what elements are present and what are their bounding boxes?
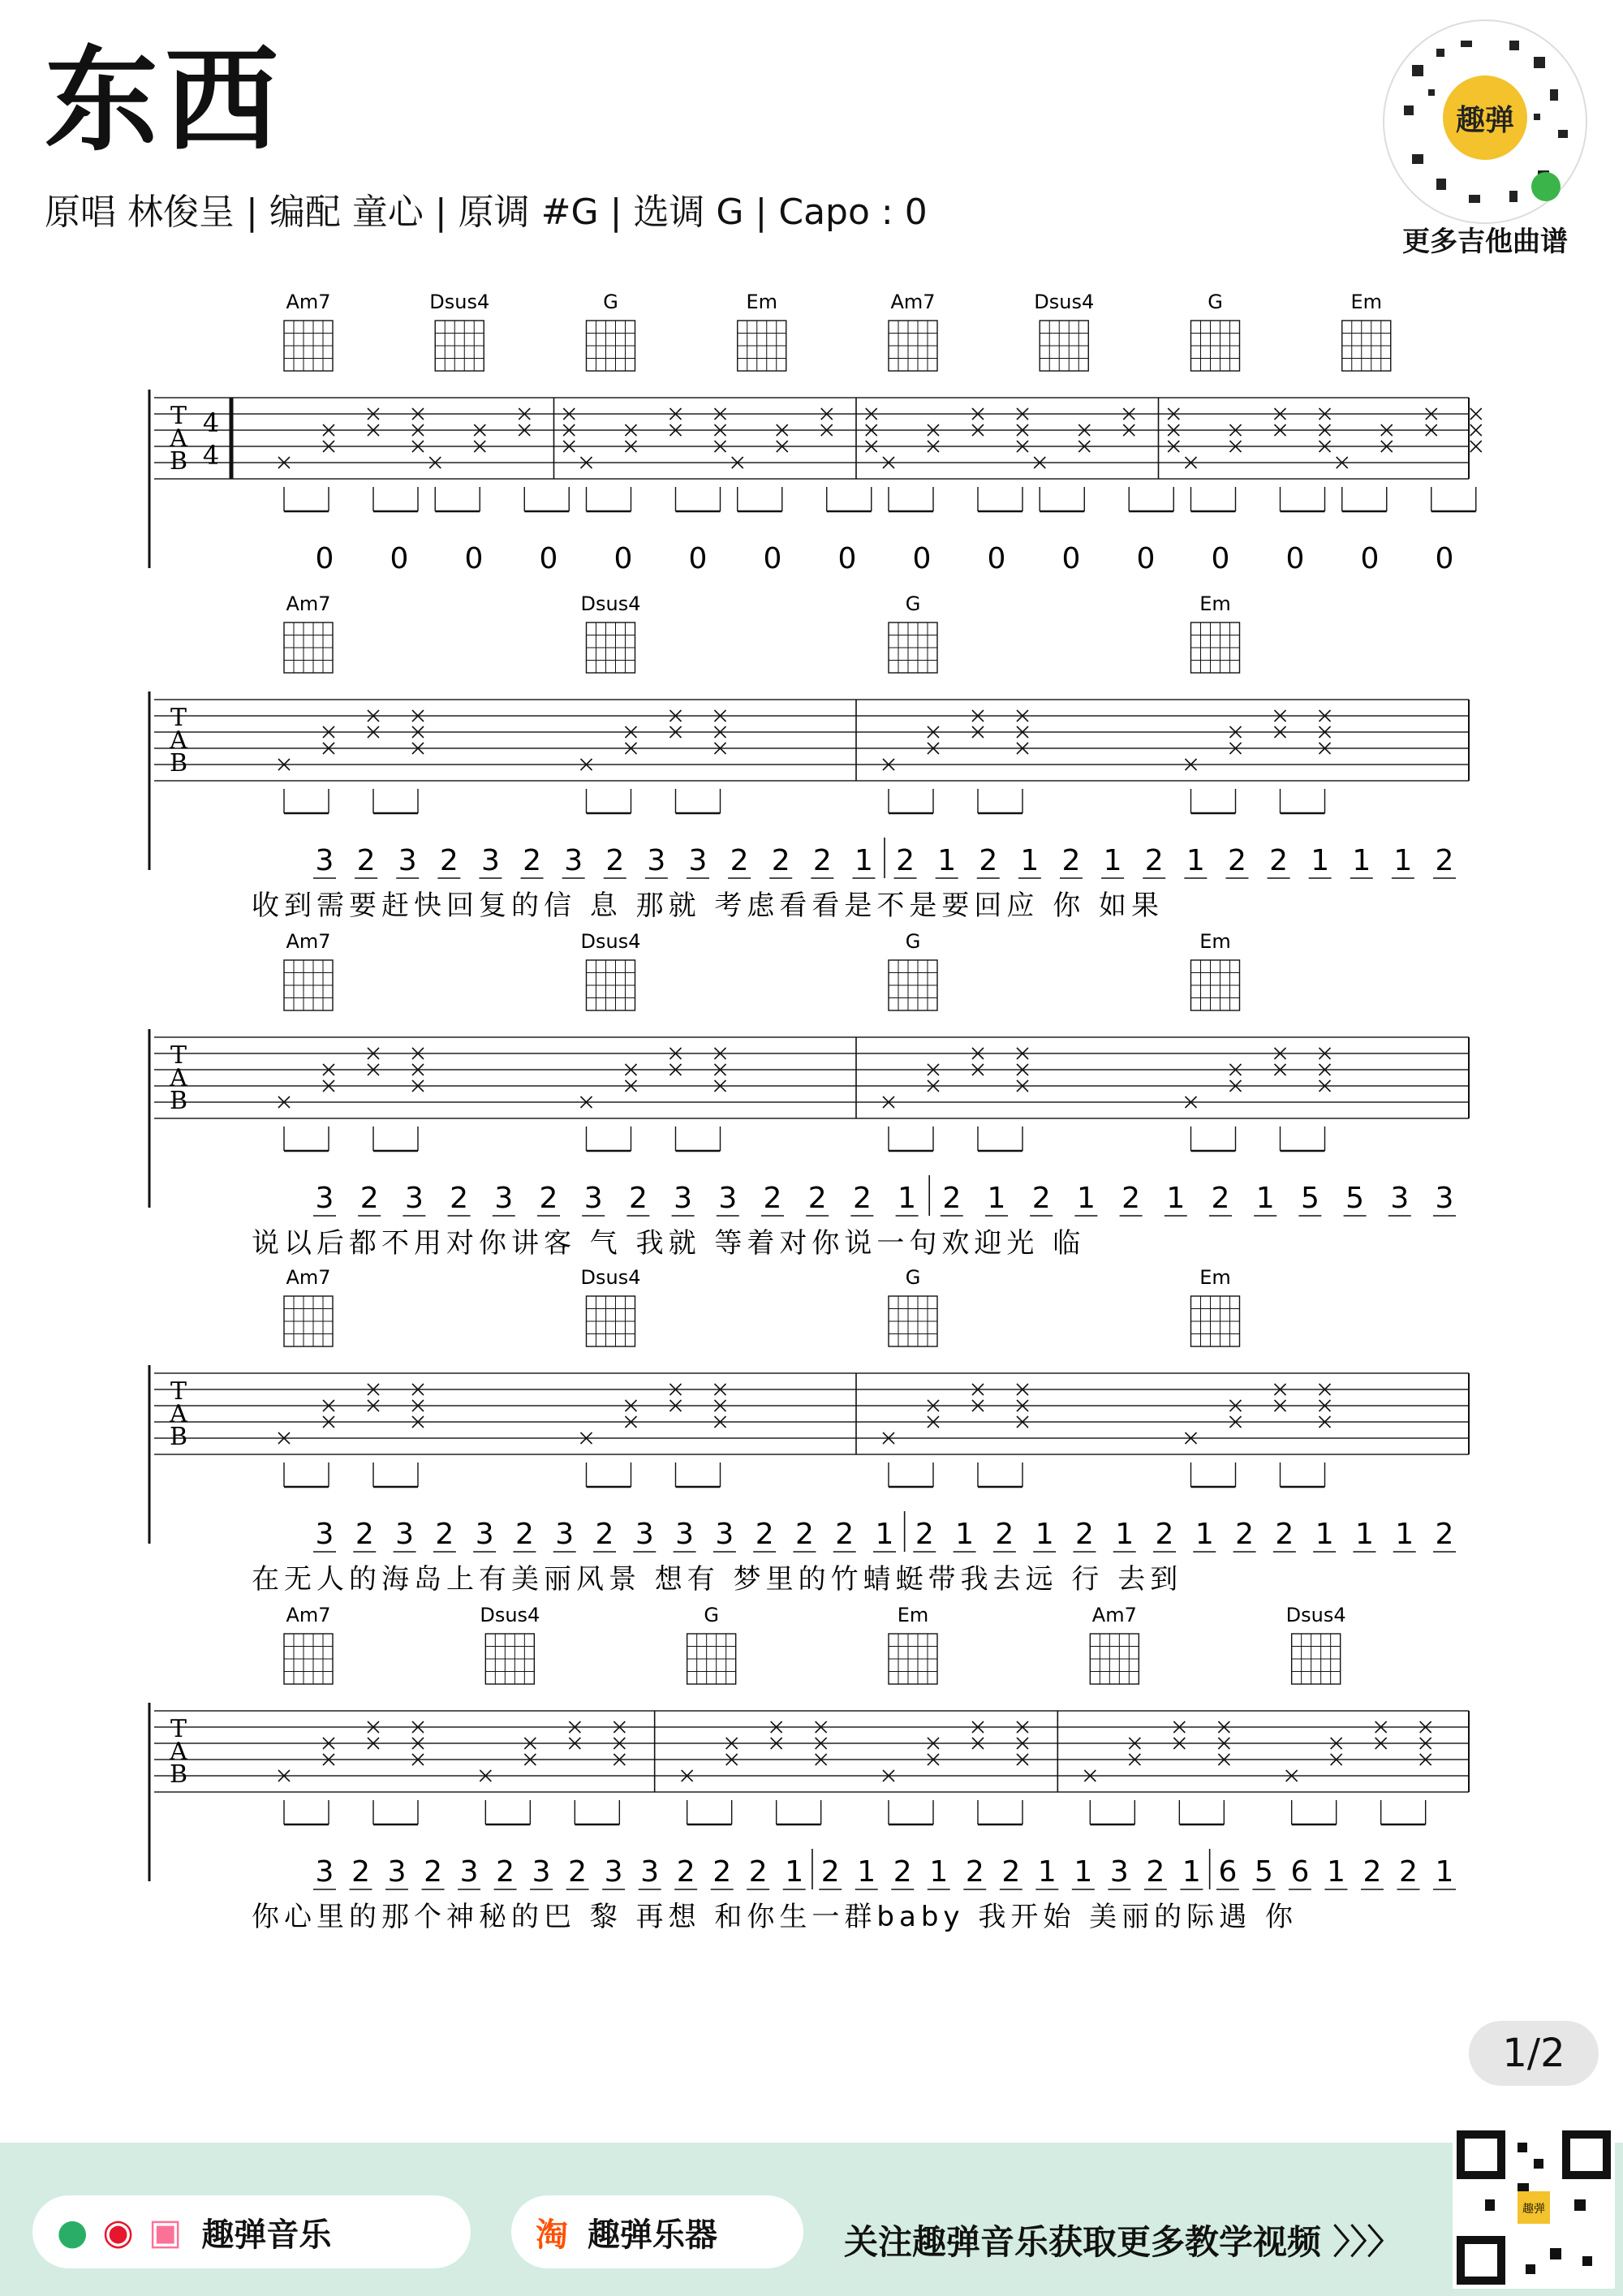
chord-name: Em (1199, 592, 1231, 615)
jianpu-note: 2 (351, 1855, 370, 1889)
chord-name: G (1208, 291, 1223, 313)
time-signature-digit: 4 (202, 440, 220, 471)
jianpu-note: 0 (688, 542, 708, 575)
chord-name: G (905, 930, 921, 953)
chord-name: Dsus4 (1034, 291, 1095, 313)
jianpu-note: 3 (387, 1855, 407, 1889)
jianpu-note: 2 (763, 1182, 782, 1215)
jianpu-note: 2 (979, 844, 998, 877)
meta-arranger: 编配 童心 (269, 192, 424, 233)
jianpu-note: 2 (1001, 1855, 1021, 1889)
jianpu-note: 0 (315, 542, 334, 575)
jianpu-note: 3 (315, 844, 334, 877)
jianpu-note: 2 (1227, 844, 1246, 877)
jianpu-note: 1 (1435, 1855, 1454, 1889)
jianpu-note: 3 (675, 1518, 695, 1551)
jianpu-note: 1 (1074, 1855, 1093, 1889)
jianpu-note: 3 (315, 1855, 334, 1889)
jianpu-note: 2 (676, 1855, 695, 1889)
jianpu-note: 2 (1399, 1855, 1418, 1889)
jianpu-note: 2 (812, 844, 832, 877)
jianpu-note: 3 (635, 1518, 654, 1551)
tab-clef-letter: T (170, 704, 187, 732)
tab-clef-letter: A (170, 1064, 187, 1092)
jianpu-note: 2 (356, 844, 376, 877)
jianpu-note: 2 (820, 1855, 840, 1889)
chord-name: Dsus4 (1285, 1604, 1346, 1626)
jianpu-note: 2 (605, 844, 625, 877)
jianpu-note: 2 (896, 844, 915, 877)
social-pill[interactable] (32, 2195, 471, 2268)
chord-name: Em (1199, 930, 1231, 953)
jianpu-note: 2 (942, 1182, 962, 1215)
chord-name: Am7 (286, 930, 331, 953)
meta-original-key: 原调 #G (458, 192, 599, 233)
page-indicator: 1/2 (1469, 2021, 1599, 2086)
jianpu-note: 2 (712, 1855, 732, 1889)
chord-name: G (603, 291, 618, 313)
jianpu-note: 2 (424, 1855, 443, 1889)
chord-name: Em (746, 291, 778, 313)
jianpu-note: 2 (730, 844, 749, 877)
lyric-line: 在无人的海岛上有美丽风景 想有 梦里的竹蜻蜓带我去远 行 去到 (252, 1563, 1183, 1596)
jianpu-note: 1 (1115, 1518, 1134, 1551)
chord-name: Am7 (286, 1266, 331, 1289)
jianpu-note: 2 (1363, 1855, 1382, 1889)
time-signature-digit: 4 (202, 407, 220, 438)
jianpu-note: 0 (613, 542, 633, 575)
tab-clef-letter: B (169, 447, 188, 476)
tab-clef-letter: T (170, 1377, 187, 1406)
chord-name: Dsus4 (429, 291, 490, 313)
jianpu-note: 1 (1311, 844, 1330, 877)
jianpu-note: 1 (1315, 1518, 1334, 1551)
tab-clef-letter: T (170, 1041, 187, 1070)
song-title: 东西 (45, 35, 286, 167)
jianpu-note: 2 (628, 1182, 648, 1215)
jianpu-note: 2 (893, 1855, 912, 1889)
jianpu-note: 1 (1395, 1518, 1414, 1551)
jianpu-note: 3 (715, 1518, 734, 1551)
chord-name: Dsus4 (580, 930, 641, 953)
meta-singer: 原唱 林俊呈 (45, 192, 235, 233)
tab-clef-letter: B (169, 1760, 188, 1789)
chord-name: Em (1199, 1266, 1231, 1289)
lyric-line: 说以后都不用对你讲客 气 我就 等着对你说一句欢迎光 临 (252, 1227, 1086, 1260)
jianpu-note: 2 (1235, 1518, 1255, 1551)
chord-name: G (704, 1604, 719, 1626)
jianpu-note: 0 (1211, 542, 1230, 575)
jianpu-note: 1 (955, 1518, 975, 1551)
jianpu-note: 0 (539, 542, 558, 575)
jianpu-note: 5 (1300, 1182, 1319, 1215)
jianpu-note: 1 (937, 844, 957, 877)
jianpu-note: 5 (1254, 1855, 1273, 1889)
jianpu-note: 2 (835, 1518, 855, 1551)
brand-music-label: 趣弹音乐 (201, 2216, 332, 2254)
jianpu-note: 2 (514, 1518, 534, 1551)
jianpu-note: 2 (1211, 1182, 1230, 1215)
jianpu-note: 1 (1037, 1855, 1057, 1889)
jianpu-note: 3 (564, 844, 583, 877)
jianpu-note: 0 (837, 542, 857, 575)
jianpu-note: 3 (555, 1518, 575, 1551)
song-meta: 原唱 林俊呈 | 编配 童心 | 原调 #G | 选调 G | Capo : 0 (45, 192, 928, 233)
jianpu-note: 2 (807, 1182, 827, 1215)
lyric-line: 收到需要赶快回复的信 息 那就 考虑看看是不是要回应 你 如果 (252, 890, 1165, 922)
jianpu-note: 1 (1352, 844, 1371, 877)
jianpu-note: 2 (965, 1855, 984, 1889)
jianpu-note: 3 (480, 844, 500, 877)
footer-cta: 关注趣弹音乐获取更多教学视频 〉〉〉 (844, 2222, 1401, 2262)
jianpu-note: 0 (1360, 542, 1380, 575)
chord-name: Dsus4 (580, 592, 641, 615)
chord-name: Am7 (890, 291, 936, 313)
jianpu-note: 0 (390, 542, 409, 575)
jianpu-note: 2 (595, 1518, 614, 1551)
jianpu-note: 3 (315, 1518, 334, 1551)
jianpu-note: 1 (898, 1182, 917, 1215)
shop-pill[interactable] (511, 2195, 803, 2268)
tab-clef-letter: A (170, 424, 187, 453)
jianpu-note: 2 (1144, 844, 1164, 877)
jianpu-note: 3 (1390, 1182, 1410, 1215)
jianpu-note: 1 (854, 844, 873, 877)
jianpu-note: 3 (395, 1518, 415, 1551)
chord-name: Am7 (286, 1604, 331, 1626)
jianpu-note: 3 (718, 1182, 738, 1215)
jianpu-note: 2 (355, 1518, 374, 1551)
jianpu-note: 3 (674, 1182, 693, 1215)
meta-selected-key: 选调 G (633, 192, 744, 233)
jianpu-note: 2 (1031, 1182, 1051, 1215)
jianpu-note: 3 (640, 1855, 660, 1889)
jianpu-note: 1 (1076, 1182, 1096, 1215)
chord-name: G (905, 592, 921, 615)
jianpu-note: 1 (1255, 1182, 1275, 1215)
tab-clef-letter: B (169, 1423, 188, 1451)
jianpu-note: 5 (1345, 1182, 1365, 1215)
jianpu-note: 6 (1290, 1855, 1310, 1889)
jianpu-note: 0 (763, 542, 782, 575)
jianpu-note: 0 (1061, 542, 1081, 575)
jianpu-note: 1 (1393, 844, 1413, 877)
jianpu-note: 2 (450, 1182, 469, 1215)
jianpu-note: 0 (1285, 542, 1305, 575)
jianpu-note: 3 (688, 844, 708, 877)
jianpu-note: 3 (404, 1182, 424, 1215)
chord-name: Em (1350, 291, 1383, 313)
bilibili-icon[interactable]: ▣ (148, 2211, 183, 2253)
chord-name: Dsus4 (580, 1266, 641, 1289)
tab-clef-letter: B (169, 749, 188, 778)
jianpu-note: 1 (1020, 844, 1040, 877)
taobao-icon: 淘 (536, 2216, 568, 2254)
jianpu-note: 0 (1435, 542, 1454, 575)
jianpu-note: 1 (1326, 1855, 1345, 1889)
jianpu-note: 2 (915, 1518, 934, 1551)
jianpu-note: 2 (1061, 844, 1081, 877)
jianpu-note: 2 (852, 1182, 872, 1215)
tab-clef-letter: T (170, 402, 187, 430)
jianpu-note: 3 (475, 1518, 494, 1551)
jianpu-note: 1 (1103, 844, 1122, 877)
jianpu-note: 0 (987, 542, 1006, 575)
jianpu-note: 1 (875, 1518, 894, 1551)
jianpu-note: 0 (1136, 542, 1156, 575)
svg-text:趣弹: 趣弹 (1455, 104, 1515, 137)
jianpu-note: 2 (1435, 844, 1454, 877)
jianpu-note: 2 (1074, 1518, 1094, 1551)
jianpu-note: 2 (1155, 1518, 1174, 1551)
jianpu-note: 2 (568, 1855, 588, 1889)
jianpu-note: 2 (523, 844, 542, 877)
jianpu-note: 2 (496, 1855, 515, 1889)
jianpu-note: 2 (794, 1518, 814, 1551)
qr-caption: 更多吉他曲谱 (1402, 226, 1568, 258)
jianpu-note: 3 (1109, 1855, 1129, 1889)
meta-capo: Capo : 0 (778, 192, 928, 233)
jianpu-note: 2 (1121, 1182, 1141, 1215)
jianpu-note: 1 (857, 1855, 876, 1889)
jianpu-note: 0 (464, 542, 484, 575)
jianpu-note: 3 (315, 1182, 334, 1215)
jianpu-note: 2 (1435, 1518, 1454, 1551)
tab-clef-letter: B (169, 1087, 188, 1115)
jianpu-note: 0 (912, 542, 932, 575)
tab-clef-letter: T (170, 1715, 187, 1743)
weibo-icon[interactable]: ◉ (102, 2211, 134, 2253)
jianpu-note: 2 (359, 1182, 379, 1215)
jianpu-note: 3 (1435, 1182, 1454, 1215)
chord-name: Am7 (286, 291, 331, 313)
bottom-qr-icon[interactable] (1453, 2126, 1615, 2289)
jianpu-note: 2 (1146, 1855, 1165, 1889)
tab-clef-letter: A (170, 726, 187, 755)
svg-text:趣弹: 趣弹 (1522, 2203, 1545, 2216)
jianpu-note: 2 (771, 844, 790, 877)
chord-name: Am7 (1091, 1604, 1137, 1626)
jianpu-note: 2 (539, 1182, 558, 1215)
jianpu-note: 2 (995, 1518, 1014, 1551)
tab-clef-letter: A (170, 1738, 187, 1766)
jianpu-note: 2 (1275, 1518, 1294, 1551)
jianpu-note: 3 (459, 1855, 479, 1889)
jianpu-note: 3 (604, 1855, 623, 1889)
jianpu-note: 2 (748, 1855, 768, 1889)
jianpu-note: 3 (494, 1182, 514, 1215)
jianpu-note: 1 (1035, 1518, 1054, 1551)
jianpu-note: 2 (435, 1518, 454, 1551)
wechat-icon[interactable]: ● (57, 2211, 88, 2253)
jianpu-note: 1 (987, 1182, 1006, 1215)
jianpu-note: 2 (1269, 844, 1289, 877)
lyric-line: 你心里的那个神秘的巴 黎 再想 和你生一群baby 我开始 美丽的际遇 你 (252, 1901, 1298, 1933)
jianpu-note: 3 (647, 844, 666, 877)
jianpu-note: 1 (1182, 1855, 1201, 1889)
tab-clef-letter: A (170, 1400, 187, 1428)
chord-name: Em (897, 1604, 929, 1626)
jianpu-note: 2 (439, 844, 458, 877)
chord-name: Dsus4 (480, 1604, 540, 1626)
jianpu-note: 3 (398, 844, 417, 877)
jianpu-note: 1 (1195, 1518, 1214, 1551)
jianpu-note: 2 (755, 1518, 774, 1551)
jianpu-note: 1 (1354, 1518, 1374, 1551)
jianpu-note: 3 (583, 1182, 603, 1215)
chord-name: G (905, 1266, 921, 1289)
brand-instrument-label: 趣弹乐器 (588, 2216, 717, 2254)
chord-name: Am7 (286, 592, 331, 615)
jianpu-note: 1 (929, 1855, 949, 1889)
jianpu-note: 1 (1166, 1182, 1186, 1215)
jianpu-note: 6 (1218, 1855, 1238, 1889)
jianpu-note: 1 (785, 1855, 804, 1889)
jianpu-note: 3 (532, 1855, 551, 1889)
jianpu-note: 1 (1186, 844, 1205, 877)
